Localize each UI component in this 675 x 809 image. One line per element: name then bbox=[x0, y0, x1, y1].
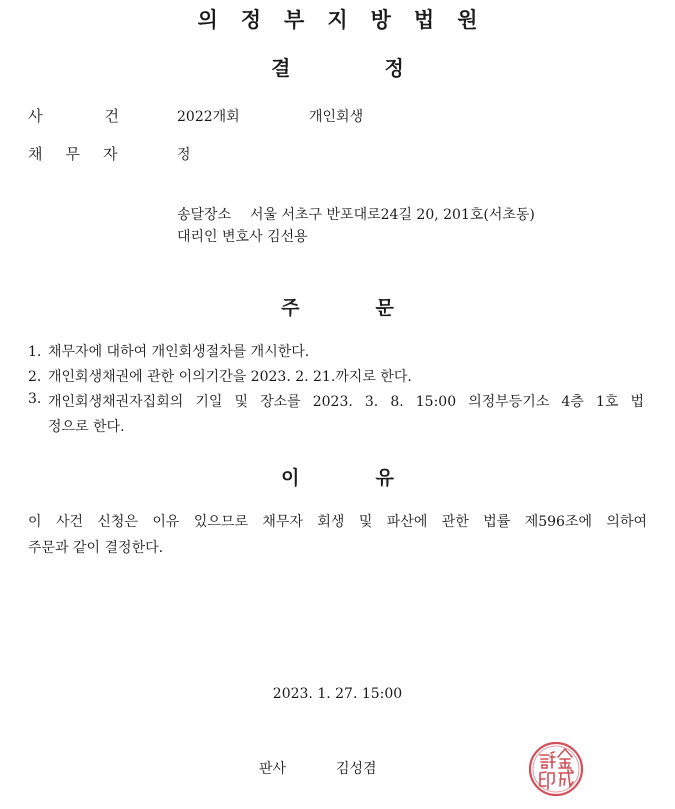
case-name: 개인회생 bbox=[309, 109, 364, 125]
order-item-text: 개인회생채권자집회의 기일 및 장소를 2023. 3. 8. 15:00 의정부등기소 4층 1호 법 bbox=[48, 394, 644, 410]
debtor-label-text: 채무자 bbox=[28, 145, 141, 163]
judge-seal-stamp bbox=[527, 740, 585, 798]
order-item-number: 3. bbox=[28, 391, 42, 407]
order-item-number: 2. bbox=[28, 369, 42, 385]
order-item-3-continuation: 정으로 한다. bbox=[48, 419, 125, 435]
order-item-text: 개인회생채권에 관한 이의기간을 2023. 2. 21.까지로 한다. bbox=[48, 369, 412, 385]
case-number: 2022개회 bbox=[177, 109, 240, 125]
reason-text-line1: 이 사건 신청은 이유 있으므로 채무자 회생 및 파산에 관한 법률 제596조에 의하여 bbox=[28, 514, 647, 530]
judge-name: 김성겸 bbox=[336, 761, 377, 777]
legal-agent: 대리인 변호사 김선용 bbox=[177, 229, 308, 245]
service-address-label: 송달장소 bbox=[177, 207, 232, 223]
order-item-text: 채무자에 대하여 개인회생절차를 개시한다. bbox=[48, 344, 310, 360]
service-address-line bbox=[177, 204, 535, 224]
service-address: 서울 서초구 반포대로24길 20, 201호(서초동) bbox=[250, 207, 535, 223]
decision-datetime: 2023. 1. 27. 15:00 bbox=[272, 686, 403, 702]
order-item-3 bbox=[28, 391, 647, 411]
case-label-text: 사건 bbox=[28, 107, 181, 125]
case-label bbox=[28, 105, 181, 126]
debtor-name: 정 bbox=[177, 147, 191, 163]
reason-paragraph-line2: 주문과 같이 결정한다. bbox=[28, 540, 164, 556]
reason-title: 이유 bbox=[281, 467, 470, 489]
document-type-title: 결정 bbox=[271, 56, 498, 80]
order-title: 주문 bbox=[281, 297, 470, 319]
order-item-2 bbox=[28, 366, 412, 386]
order-item-1 bbox=[28, 341, 309, 361]
judge-label: 판사 bbox=[259, 761, 287, 777]
reason-paragraph-line1 bbox=[28, 511, 647, 531]
debtor-label bbox=[28, 143, 140, 164]
order-item-number: 1. bbox=[28, 344, 42, 360]
court-name: 의정부지방법원 bbox=[197, 8, 501, 32]
